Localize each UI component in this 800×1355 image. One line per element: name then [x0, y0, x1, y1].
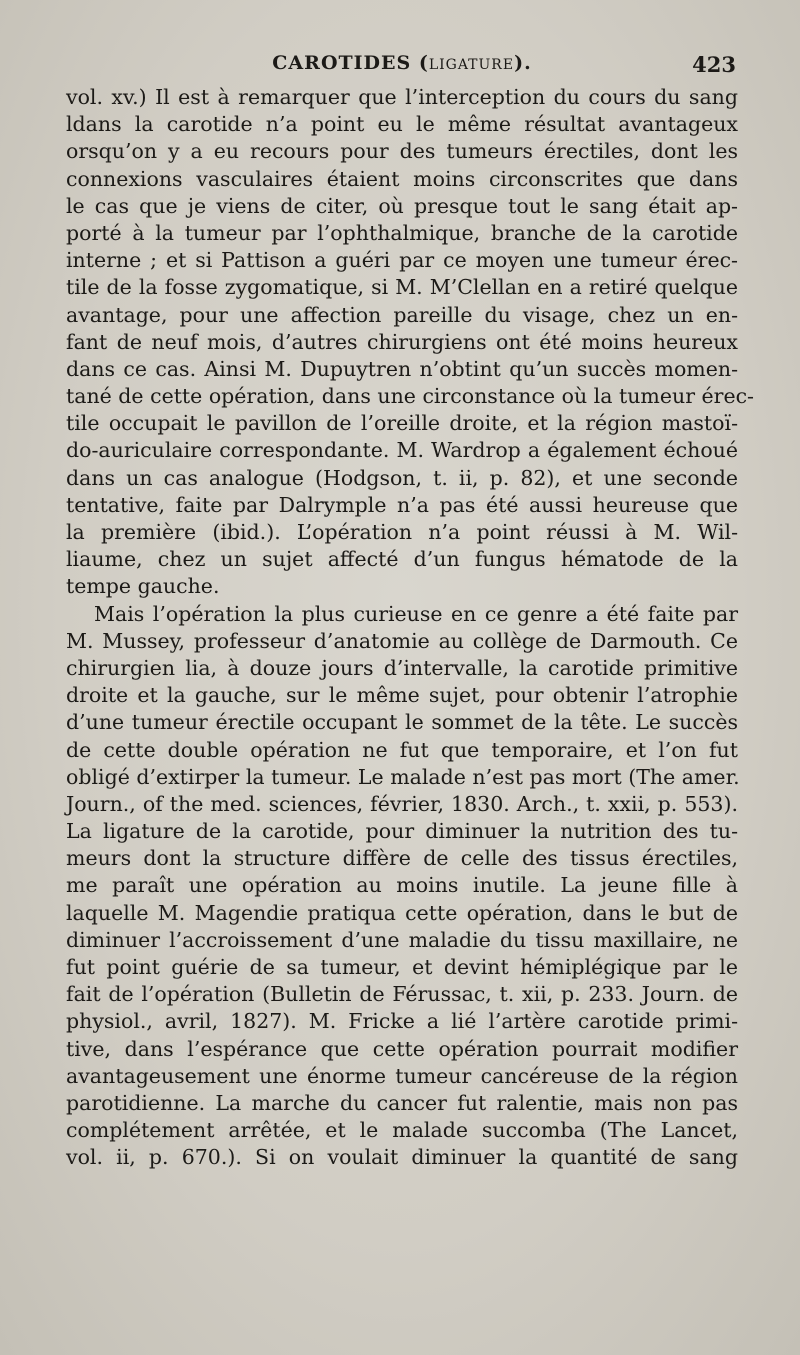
- text-line: porté à la tumeur par l’ophthalmique, branche de la carotide: [66, 220, 738, 245]
- text-line: meurs dont la structure diffère de celle des tissus érectiles,: [66, 846, 738, 871]
- text-line: avantage, pour une affection pareille du visage, chez un en-: [66, 302, 738, 327]
- text-line: chirurgien lia, à douze jours d’intervalle, la carotide primitive: [66, 655, 738, 680]
- page-header: [68, 52, 736, 82]
- page-number: 423: [692, 52, 736, 77]
- text-line: tentative, faite par Dalrymple n’a pas été aussi heureuse que: [66, 492, 738, 517]
- text-line: obligé d’extirper la tumeur. Le malade n’est pas mort (The amer.: [66, 764, 740, 789]
- text-line: la première (ibid.). L’opération n’a point réussi à M. Wil-: [66, 520, 738, 544]
- text-line: fait de l’opération (Bulletin de Férussac, t. xii, p. 233. Journ. de: [66, 982, 738, 1007]
- text-line: tive, dans l’espérance que cette opération pourrait modifier: [66, 1036, 738, 1061]
- text-line: diminuer l’accroissement d’une maladie du tissu maxillaire, ne: [66, 927, 738, 952]
- text-line: M. Mussey, professeur d’anatomie au collège de Darmouth. Ce: [66, 628, 738, 653]
- text-line: d’une tumeur érectile occupant le sommet de la tête. Le succès: [66, 710, 738, 735]
- text-line: fant de neuf mois, d’autres chirurgiens ont été moins heureux: [66, 329, 738, 354]
- text-line: tané de cette opération, dans une circonstance où la tumeur érec-: [66, 384, 754, 409]
- body-text: [66, 84, 754, 1172]
- text-line: ldans la carotide n’a point eu le même résultat avantageux: [66, 112, 738, 137]
- text-line: tile occupait le pavillon de l’oreille droite, et la région mastoï-: [66, 411, 738, 436]
- text-line: Journ., of the med. sciences, février, 1830. Arch., t. xxii, p. 553).: [66, 791, 738, 816]
- text-line: connexions vasculaires étaient moins circonscrites que dans: [66, 166, 738, 191]
- text-line: do-auriculaire correspondante. M. Wardrop a également échoué: [66, 438, 738, 463]
- text-line: liaume, chez un sujet affecté d’un fungus hématode de la: [66, 547, 738, 572]
- text-line: La ligature de la carotide, pour diminuer la nutrition des tu-: [66, 819, 738, 844]
- text-line: droite et la gauche, sur le même sujet, pour obtenir l’atrophie: [66, 683, 738, 708]
- text-line: tempe gauche.: [66, 574, 220, 599]
- text-line: laquelle M. Magendie pratiqua cette opération, dans le but de: [66, 900, 738, 925]
- running-title-small: LIGATURE: [428, 57, 515, 73]
- text-line: parotidienne. La marche du cancer fut ralentie, mais non pas: [66, 1090, 738, 1115]
- text-line: avantageusement une énorme tumeur cancéreuse de la région: [66, 1063, 738, 1088]
- running-title: [68, 52, 736, 74]
- text-line: dans un cas analogue (Hodgson, t. ii, p. 82), et une seconde: [66, 465, 738, 490]
- text-line: tile de la fosse zygomatique, si M. M’Clellan en a retiré quelque: [66, 275, 738, 300]
- text-line: de cette double opération ne fut que temporaire, et l’on fut: [66, 737, 738, 762]
- text-line: Mais l’opération la plus curieuse en ce genre a été faite par: [94, 601, 738, 626]
- text-line: interne ; et si Pattison a guéri par ce moyen une tumeur érec-: [66, 248, 738, 273]
- text-line: vol. ii, p. 670.). Si on voulait diminuer la quantité de sang: [66, 1145, 738, 1170]
- text-line: dans ce cas. Ainsi M. Dupuytren n’obtint qu’un succès momen-: [66, 356, 738, 381]
- text-line: le cas que je viens de citer, où presque tout le sang était ap-: [66, 193, 738, 218]
- running-title-end: ).: [514, 52, 532, 74]
- text-line: fut point guérie de sa tumeur, et devint hémiplégique par le: [66, 955, 738, 979]
- text-line: orsqu’on y a eu recours pour des tumeurs érectiles, dont les: [66, 139, 738, 164]
- text-line: physiol., avril, 1827). M. Fricke a lié l’artère carotide primi-: [66, 1009, 738, 1034]
- text-line: complétement arrêtée, et le malade succomba (The Lancet,: [66, 1118, 738, 1143]
- text-line: vol. xv.) Il est à remarquer que l’interception du cours du sang: [66, 85, 738, 109]
- text-line: me paraît une opération au moins inutile. La jeune fille à: [66, 873, 738, 898]
- running-title-main: CAROTIDES (: [272, 52, 429, 74]
